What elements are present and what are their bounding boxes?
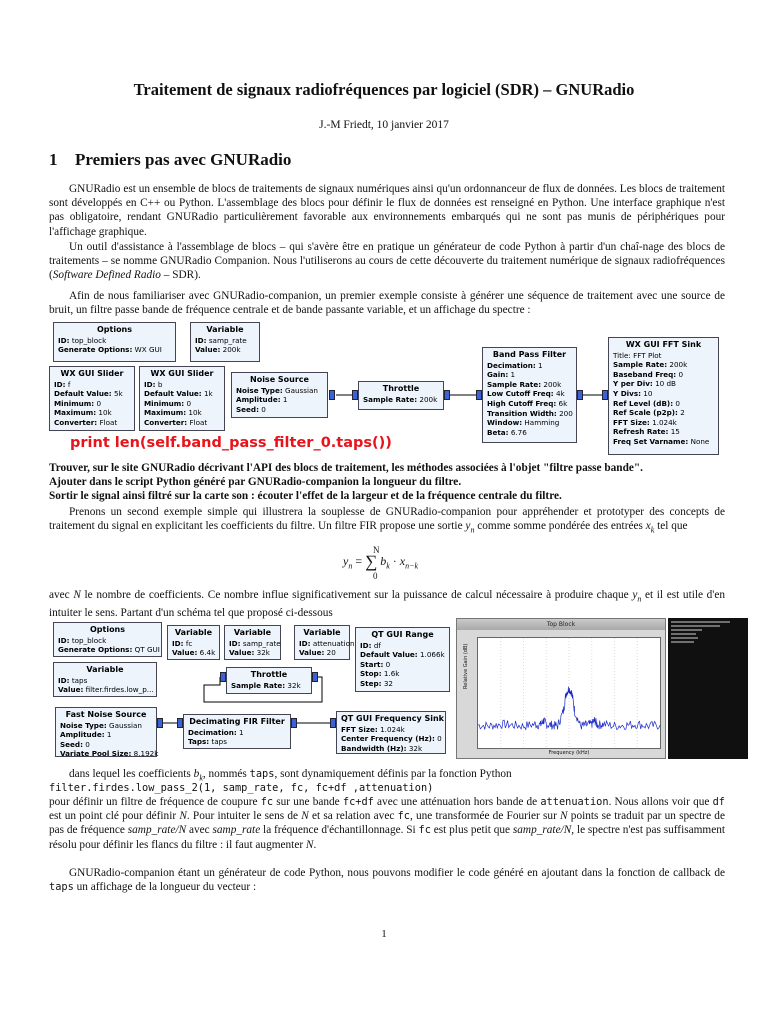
spectrum-svg [478, 638, 660, 748]
paragraph-first-example: Afin de nous familiariser avec GNURadio-companion, un premier exemple consiste à générer une séquence de traitement avec une source de bruit, un filtre passe bande de fréquence centrale et de bande passante variable, et un affichage du spectre : [49, 290, 725, 317]
wx-gui-fft-sink-block[interactable]: WX GUI FFT Sink Title: FFT Plot Sample Rate: 200k Baseband Freq: 0 Y per Div: 10 dB Y Divs: 10 Ref Level (dB): 0 Ref Scale (p2p): 2 FFT Size: 1.024k Refresh Rate: 15 Freq Set Varname: None [608, 337, 719, 455]
author-line: J.-M Friedt, 10 janvier 2017 [319, 119, 449, 131]
fast-noise-source-block[interactable]: Fast Noise Source Noise Type: Gaussian Amplitude: 1 Seed: 0 Variate Pool Size: 8.192k [55, 707, 157, 757]
paragraph-taps: dans lequel les coefficients $b_k$, nommés taps, sont dynamiquement définis par la fonction Python [69, 768, 512, 783]
wx-gui-slider-b-block[interactable]: WX GUI Slider ID: b Default Value: 1k Minimum: 0 Maximum: 10k Converter: Float [139, 366, 225, 431]
exercise-2: Ajouter dans le script Python généré par GNURadio-companion la longueur du filtre. [49, 476, 462, 489]
paragraph-intro: GNURadio est un ensemble de blocs de traitements de signaux numériques ainsi qu'un ordonnanceur de flux de données. Les blocs de traitement sont développés en C++ ou Python. L'assemblage des blocs pour définir le flux de données est renseigné en Python. Une interface graphique n'est pas obligatoire, rendant GNURadio particulièrement favorable aux environnements embarqués qui ne sont pas munis de périphériques pour l'affichage graphique. [49, 183, 725, 238]
fir-out-port[interactable] [291, 718, 297, 728]
variable-fc-block[interactable]: Variable ID: fc Value: 6.4k [167, 625, 220, 660]
terminal-panel [668, 618, 748, 759]
variable-taps-block[interactable]: Variable ID: taps Value: filter.firdes.low_p... [53, 662, 157, 697]
fir-formula: N 0 $y_n$ = ∑ $b_k \cdot x_{n-k}$ [343, 545, 419, 581]
terminal-text-lines [668, 618, 748, 648]
plot-area [477, 637, 661, 749]
document-title: Traitement de signaux radiofréquences par logiciel (SDR) – GNURadio [133, 80, 635, 99]
section-title: Premiers pas avec GNURadio [75, 150, 292, 169]
noise-source-block[interactable]: Noise Source Noise Type: Gaussian Amplitude: 1 Seed: 0 [231, 372, 328, 418]
variable-block[interactable]: Variable ID: samp_rate Value: 200k [190, 322, 260, 362]
variable-samp-rate-block[interactable]: Variable ID: samp_rate Value: 32k [224, 625, 281, 660]
options-block-2[interactable]: Options ID: top_block Generate Options: QT GUI [53, 622, 162, 657]
exercise-1: Trouver, sur le site GNURadio décrivant l'API des blocs de traitement, les méthodes associées à l'objet "filtre passe bande". [49, 462, 643, 474]
paragraph-coefficients: avec N le nombre de coefficients. Ce nombre influe significativement sur la puissance de calcul nécessaire à produire chaque $y_n$ et il est utile d'en intuiter le sens. Partant d'un schéma tel que proposé ci-dessous [49, 589, 725, 620]
variable-attenuation-block[interactable]: Variable ID: attenuation Value: 20 [294, 625, 350, 660]
paragraph-filter-def: pour définir un filtre de fréquence de coupure fc sur une bande fc+df avec une atténuation hors bande de attenuation. Nous allons voir que df est un point clé pour définir N. Pour intuiter le sens de N et sa relation avec fc, une transformée de Fourier sur N points se traduit par un spectre de pas de fréquence samp_rate/N avec samp_rate la fréquence d'échantillonnage. Si fc est plus petit que samp_rate/N, le spectre n'est pas suffisamment résolu pour définir les flancs du filtre : il faut augmenter N. [49, 796, 725, 851]
decimating-fir-filter-block[interactable]: Decimating FIR Filter Decimation: 1 Taps: taps [183, 714, 291, 749]
throttle-block-2[interactable]: Throttle Sample Rate: 32k [226, 667, 312, 694]
qt-sink-in-port[interactable] [330, 718, 336, 728]
plot-titlebar[interactable]: Top Block [457, 619, 665, 630]
code-firdes-line: filter.firdes.low_pass_2(1, samp_rate, fc, fc+df ,attenuation) [49, 782, 434, 794]
exercise-3: Sortir le signal ainsi filtré sur la carte son : écouter l'effet de la largeur et de la fréquence centrale du filtre. [49, 490, 562, 503]
wx-gui-slider-f-block[interactable]: WX GUI Slider ID: f Default Value: 5k Minimum: 0 Maximum: 10k Converter: Float [49, 366, 135, 431]
qt-gui-range-block[interactable]: QT GUI Range ID: df Default Value: 1.066k Start: 0 Stop: 1.6k Step: 32 [355, 627, 450, 692]
red-code-overlay: print len(self.band_pass_filter_0.taps()) [70, 435, 392, 451]
fir-in-port[interactable] [177, 718, 183, 728]
paragraph-fir: Prenons un second exemple simple qui illustrera la souplesse de GNURadio-companion pour appréhender et prototyper des concepts de traitement du signal en explicitant les coefficients du filtre. Un filtre FIR propose une sortie $y_n$ comme somme pondérée des entrées $x_k$ tel que [49, 506, 725, 535]
plot-xlabel: Frequency (kHz) [548, 750, 590, 756]
throttle-block[interactable]: Throttle Sample Rate: 200k [358, 381, 444, 410]
paragraph-companion: Un outil d'assistance à l'assemblage de blocs – qui s'avère être en pratique un générateur de code Python à partir d'un chaî-nage des blocs de traitements – se nomme GNURadio Companion. Nous l'utiliserons au cours de cette découverte du traitement numérique de signaux radiofréquences (Software Defined Radio – SDR). [49, 241, 725, 282]
throttle-2-out-port[interactable] [312, 672, 318, 682]
qt-gui-frequency-sink-block[interactable]: QT GUI Frequency Sink FFT Size: 1.024k Center Frequency (Hz): 0 Bandwidth (Hz): 32k [336, 711, 446, 754]
spectrum-trace [478, 687, 660, 730]
throttle-2-in-port[interactable] [220, 672, 226, 682]
fast-noise-out-port[interactable] [157, 718, 163, 728]
paragraph-callback: GNURadio-companion étant un générateur de code Python, nous pouvons modifier le code généré en ajoutant dans la fonction de callback de taps un affichage de la longueur du vecteur : [49, 867, 725, 894]
spectrum-plot-window [456, 618, 666, 759]
options-block[interactable]: Options ID: top_block Generate Options: WX GUI [53, 322, 176, 362]
section-number: 1 [49, 150, 58, 169]
page-number: 1 [381, 928, 387, 940]
band-pass-filter-block[interactable]: Band Pass Filter Decimation: 1 Gain: 1 Sample Rate: 200k Low Cutoff Freq: 4k High Cutoff Freq: 6k Transition Width: 200 Window: Hamming Beta: 6.76 [482, 347, 577, 443]
plot-ylabel: Relative Gain (dB) [463, 643, 469, 689]
